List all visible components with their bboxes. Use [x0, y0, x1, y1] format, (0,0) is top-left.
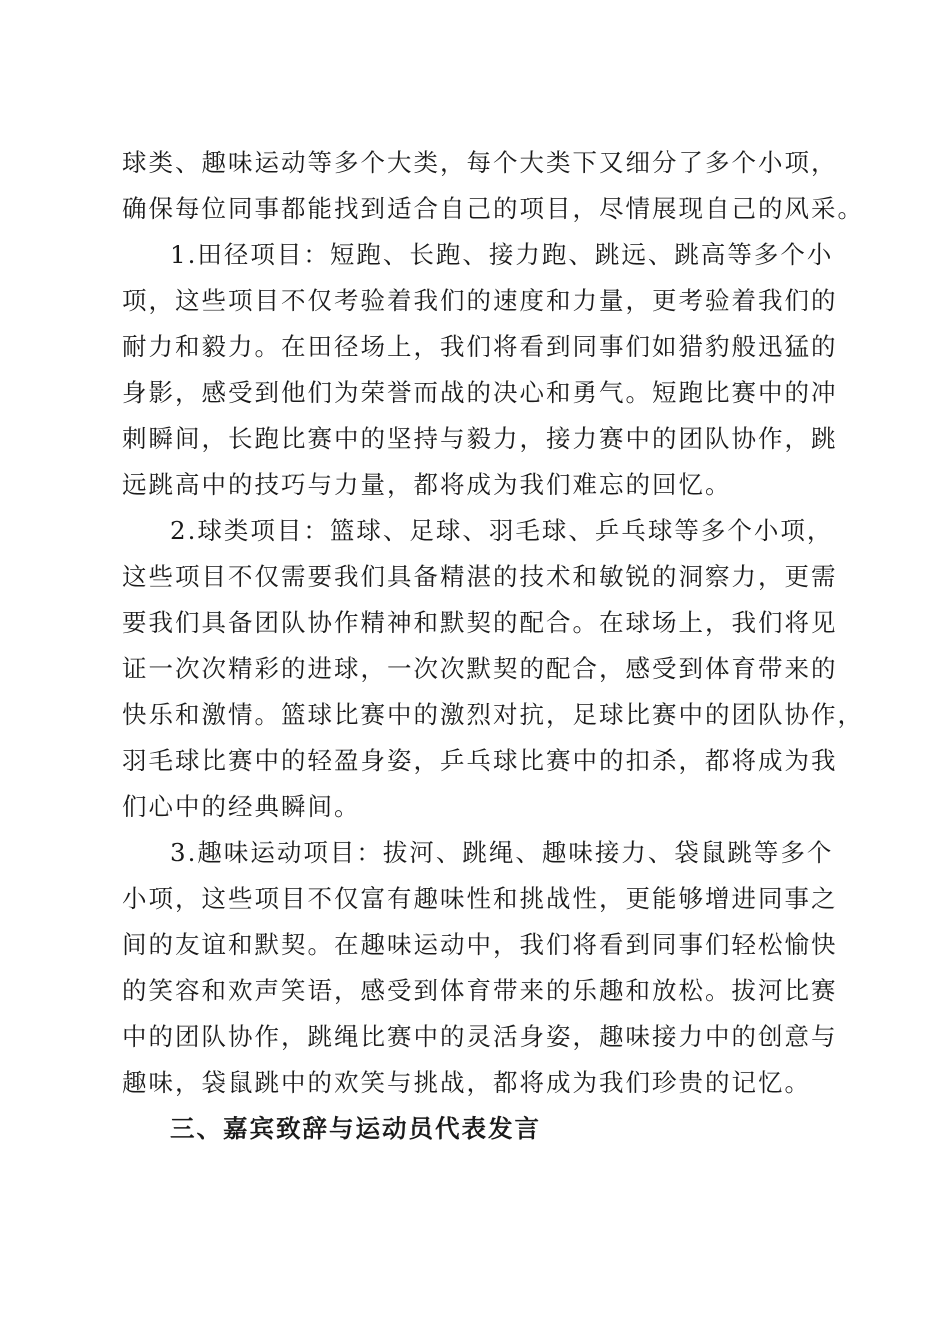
text-line: 耐力和毅力。在田径场上，我们将看到同事们如猎豹般迅猛的: [122, 332, 838, 361]
text-line: 刺瞬间，长跑比赛中的坚持与毅力，接力赛中的团队协作，跳: [122, 424, 838, 453]
text-line: 项，这些项目不仅考验着我们的速度和力量，更考验着我们的: [122, 286, 838, 315]
text-line: 的笑容和欢声笑语，感受到体育带来的乐趣和放松。拔河比赛: [122, 976, 838, 1005]
text-line: 趣味，袋鼠跳中的欢笑与挑战，都将成为我们珍贵的记忆。: [122, 1068, 811, 1097]
paragraph-track-and-field: [122, 232, 838, 508]
text-line: 快乐和激情。篮球比赛中的激烈对抗，足球比赛中的团队协作，: [122, 700, 864, 729]
text-line: 2.球类项目：篮球、足球、羽毛球、乒乓球等多个小项，: [170, 516, 834, 545]
text-line: 3.趣味运动项目：拔河、跳绳、趣味接力、袋鼠跳等多个: [170, 838, 834, 867]
text-line: 要我们具备团队协作精神和默契的配合。在球场上，我们将见: [122, 608, 838, 637]
text-line: 们心中的经典瞬间。: [122, 792, 361, 821]
text-line: 身影，感受到他们为荣誉而战的决心和勇气。短跑比赛中的冲: [122, 378, 838, 407]
text-line: 1.田径项目：短跑、长跑、接力跑、跳远、跳高等多个小: [170, 240, 834, 269]
text-line: 间的友谊和默契。在趣味运动中，我们将看到同事们轻松愉快: [122, 930, 838, 959]
document-body: [122, 140, 864, 1152]
text-line: 中的团队协作，跳绳比赛中的灵活身姿，趣味接力中的创意与: [122, 1022, 838, 1051]
text-line: 确保每位同事都能找到适合自己的项目，尽情展现自己的风采。: [122, 194, 864, 223]
text-line: 小项，这些项目不仅富有趣味性和挑战性，更能够增进同事之: [122, 884, 838, 913]
paragraph-fun-sports: [122, 830, 838, 1106]
text-line: 远跳高中的技巧与力量，都将成为我们难忘的回忆。: [122, 470, 732, 499]
text-line: 球类、趣味运动等多个大类，每个大类下又细分了多个小项，: [122, 148, 838, 177]
text-line: 证一次次精彩的进球，一次次默契的配合，感受到体育带来的: [122, 654, 838, 683]
paragraph-intro-continuation: [122, 140, 864, 232]
text-line: 羽毛球比赛中的轻盈身姿，乒乓球比赛中的扣杀，都将成为我: [122, 746, 838, 775]
section-heading: 三、嘉宾致辞与运动员代表发言: [170, 1114, 541, 1143]
paragraph-ball-sports: [122, 508, 864, 830]
text-line: 这些项目不仅需要我们具备精湛的技术和敏锐的洞察力，更需: [122, 562, 838, 591]
